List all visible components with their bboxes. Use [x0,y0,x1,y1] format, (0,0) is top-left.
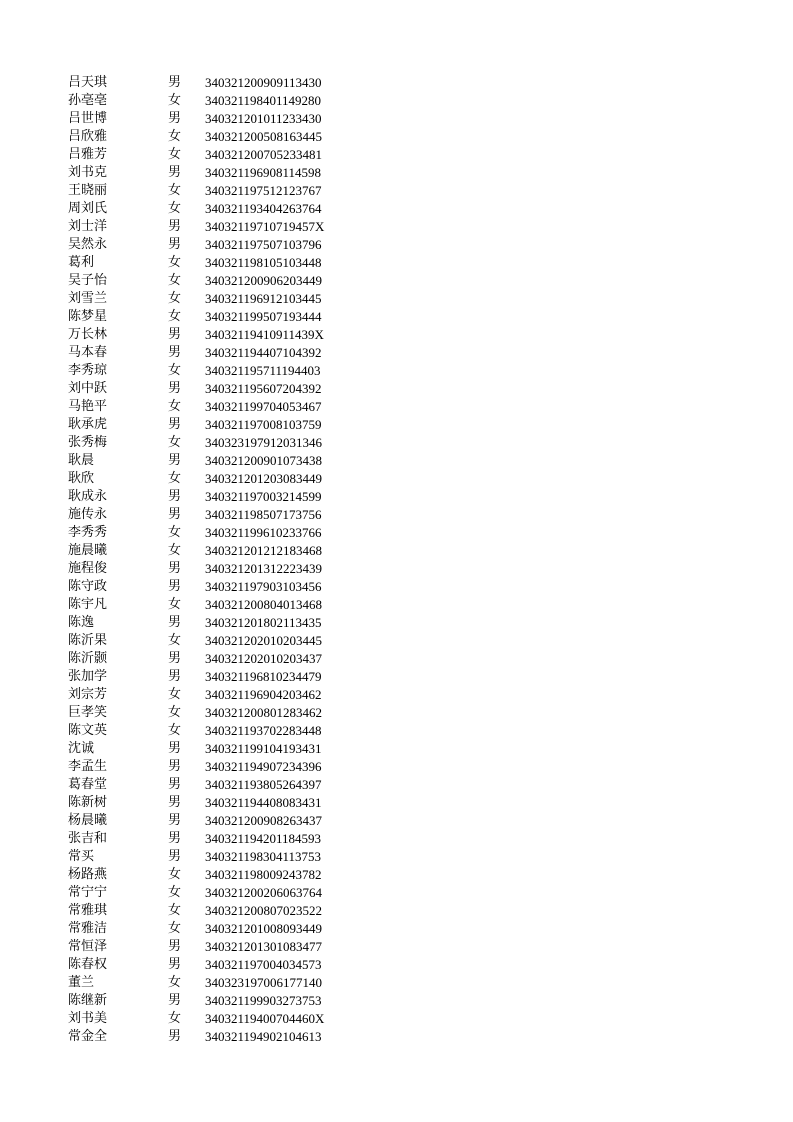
id-number-cell: 340321200801283462 [205,705,322,720]
table-row [0,632,793,650]
table-row [0,380,793,398]
table-row [0,398,793,416]
name-cell: 陈梦星 [68,309,108,324]
sex-cell: 男 [168,111,182,126]
name-cell: 陈继新 [68,993,108,1008]
table-row [0,920,793,938]
sex-cell: 女 [168,867,182,882]
id-number-cell: 340321200906203449 [205,273,322,288]
name-cell: 吕世博 [68,111,108,126]
sex-cell: 女 [168,273,182,288]
sex-cell: 男 [168,993,182,1008]
sex-cell: 男 [168,417,182,432]
table-row [0,578,793,596]
table-row [0,524,793,542]
sex-cell: 男 [168,759,182,774]
name-cell: 董兰 [68,975,95,990]
table-row [0,668,793,686]
id-number-cell: 340321199507193444 [205,309,322,324]
table-row [0,218,793,236]
name-cell: 沈诚 [68,741,95,756]
name-cell: 周刘氏 [68,201,108,216]
id-number-cell: 340321201203083449 [205,471,322,486]
table-row [0,74,793,92]
id-number-cell: 340321200807023522 [205,903,322,918]
sex-cell: 女 [168,363,182,378]
sex-cell: 男 [168,489,182,504]
sex-cell: 女 [168,147,182,162]
table-row [0,272,793,290]
id-number-cell: 340321199610233766 [205,525,322,540]
id-number-cell: 340321196908114598 [205,165,322,180]
table-row [0,128,793,146]
sex-cell: 女 [168,399,182,414]
sex-cell: 女 [168,183,182,198]
id-number-cell: 340321194907234396 [205,759,322,774]
table-row [0,794,793,812]
name-cell: 张秀梅 [68,435,108,450]
name-cell: 常宁宁 [68,885,108,900]
name-cell: 陈逸 [68,615,95,630]
name-cell: 马本春 [68,345,108,360]
name-cell: 葛春堂 [68,777,108,792]
id-number-cell: 340321200206063764 [205,885,322,900]
table-row [0,560,793,578]
sex-cell: 女 [168,687,182,702]
sex-cell: 男 [168,327,182,342]
sex-cell: 男 [168,1029,182,1044]
name-cell: 葛利 [68,255,95,270]
id-number-cell: 340321194408083431 [205,795,322,810]
sex-cell: 男 [168,813,182,828]
sex-cell: 女 [168,723,182,738]
id-number-cell: 340321198304113753 [205,849,322,864]
table-row [0,812,793,830]
name-cell: 马艳平 [68,399,108,414]
id-number-cell: 340321197004034573 [205,957,322,972]
table-row [0,650,793,668]
name-cell: 吴子怡 [68,273,108,288]
name-cell: 耿成永 [68,489,108,504]
sex-cell: 男 [168,165,182,180]
id-number-cell: 340321197507103796 [205,237,322,252]
id-number-cell: 340321200909113430 [205,75,322,90]
id-number-cell: 340321201301083477 [205,939,322,954]
name-cell: 杨路燕 [68,867,108,882]
sex-cell: 女 [168,633,182,648]
name-cell: 李秀秀 [68,525,108,540]
name-cell: 常金全 [68,1029,108,1044]
table-row [0,344,793,362]
id-number-cell: 340321200508163445 [205,129,322,144]
table-row [0,866,793,884]
name-cell: 刘中跃 [68,381,108,396]
table-row [0,740,793,758]
sex-cell: 女 [168,543,182,558]
sex-cell: 男 [168,795,182,810]
sex-cell: 女 [168,975,182,990]
id-number-cell: 34032119410911439X [205,327,324,342]
name-cell: 李秀琼 [68,363,108,378]
table-row [0,974,793,992]
sex-cell: 男 [168,939,182,954]
sex-cell: 男 [168,345,182,360]
sex-cell: 女 [168,903,182,918]
name-cell: 耿承虎 [68,417,108,432]
id-number-cell: 340321194407104392 [205,345,322,360]
id-number-cell: 340321200804013468 [205,597,322,612]
table-row [0,902,793,920]
name-cell: 陈守政 [68,579,108,594]
name-cell: 陈宇凡 [68,597,108,612]
name-cell: 刘书美 [68,1011,108,1026]
sex-cell: 男 [168,561,182,576]
table-row [0,1010,793,1028]
sex-cell: 女 [168,129,182,144]
table-row [0,884,793,902]
table-row [0,542,793,560]
name-cell: 吴然永 [68,237,108,252]
sex-cell: 男 [168,651,182,666]
sex-cell: 男 [168,615,182,630]
name-cell: 孙亳亳 [68,93,108,108]
name-cell: 李孟生 [68,759,108,774]
id-number-cell: 340321201008093449 [205,921,322,936]
name-cell: 常买 [68,849,95,864]
table-row [0,452,793,470]
sex-cell: 女 [168,525,182,540]
sex-cell: 女 [168,93,182,108]
id-number-cell: 340321193805264397 [205,777,322,792]
sex-cell: 女 [168,1011,182,1026]
id-number-cell: 340321198105103448 [205,255,322,270]
id-number-cell: 340321201802113435 [205,615,322,630]
name-cell: 常雅洁 [68,921,108,936]
name-cell: 万长林 [68,327,108,342]
id-number-cell: 340321198507173756 [205,507,322,522]
sex-cell: 女 [168,291,182,306]
id-number-cell: 340321199704053467 [205,399,322,414]
table-row [0,110,793,128]
name-cell: 吕天琪 [68,75,108,90]
sex-cell: 男 [168,741,182,756]
table-row [0,182,793,200]
sex-cell: 男 [168,453,182,468]
name-cell: 陈文英 [68,723,108,738]
sex-cell: 女 [168,885,182,900]
name-cell: 刘书克 [68,165,108,180]
sex-cell: 女 [168,435,182,450]
table-row [0,938,793,956]
id-number-cell: 340321197003214599 [205,489,322,504]
table-row [0,848,793,866]
table-row [0,308,793,326]
name-cell: 张加学 [68,669,108,684]
table-row [0,758,793,776]
table-row [0,416,793,434]
table-row [0,596,793,614]
id-number-cell: 340321202010203445 [205,633,322,648]
table-row [0,92,793,110]
id-number-cell: 340321195607204392 [205,381,322,396]
sex-cell: 女 [168,201,182,216]
table-row [0,830,793,848]
sex-cell: 男 [168,669,182,684]
id-number-cell: 340321197903103456 [205,579,322,594]
id-number-cell: 340321200705233481 [205,147,322,162]
name-cell: 陈春权 [68,957,108,972]
name-cell: 施传永 [68,507,108,522]
name-cell: 刘宗芳 [68,687,108,702]
sex-cell: 男 [168,957,182,972]
table-row [0,254,793,272]
sex-cell: 男 [168,381,182,396]
name-cell: 吕雅芳 [68,147,108,162]
id-number-cell: 340321198009243782 [205,867,322,882]
id-number-cell: 340321198401149280 [205,93,322,108]
name-cell: 刘士洋 [68,219,108,234]
id-number-cell: 340321193702283448 [205,723,322,738]
table-row [0,200,793,218]
sex-cell: 女 [168,255,182,270]
table-row [0,290,793,308]
name-cell: 常恒泽 [68,939,108,954]
id-number-cell: 340321199903273753 [205,993,322,1008]
table-row [0,992,793,1010]
name-cell: 杨晨曦 [68,813,108,828]
id-number-cell: 340321197008103759 [205,417,322,432]
table-row [0,470,793,488]
table-row [0,956,793,974]
sex-cell: 男 [168,219,182,234]
sex-cell: 女 [168,921,182,936]
id-number-cell: 340321194902104613 [205,1029,322,1044]
table-row [0,686,793,704]
id-number-cell: 340323197006177140 [205,975,322,990]
sex-cell: 男 [168,579,182,594]
table-row [0,326,793,344]
name-cell: 陈沂果 [68,633,108,648]
name-cell: 张吉和 [68,831,108,846]
name-cell: 耿晨 [68,453,95,468]
id-number-cell: 340321196912103445 [205,291,322,306]
id-number-cell: 340321202010203437 [205,651,322,666]
id-number-cell: 340321201212183468 [205,543,322,558]
table-row [0,704,793,722]
name-cell: 陈沂颢 [68,651,108,666]
id-number-cell: 340321195711194403 [205,363,321,378]
id-number-cell: 340323197912031346 [205,435,322,450]
id-number-cell: 340321201312223439 [205,561,322,576]
id-number-cell: 340321197512123767 [205,183,322,198]
sex-cell: 女 [168,309,182,324]
spreadsheet-page [0,74,793,1046]
table-row [0,488,793,506]
table-row [0,722,793,740]
name-cell: 常雅琪 [68,903,108,918]
id-number-cell: 340321193404263764 [205,201,322,216]
sex-cell: 男 [168,237,182,252]
table-row [0,164,793,182]
name-cell: 耿欣 [68,471,95,486]
id-number-cell: 34032119400704460X [205,1011,325,1026]
name-cell: 王晓丽 [68,183,108,198]
id-number-cell: 340321201011233430 [205,111,322,126]
sex-cell: 女 [168,597,182,612]
name-cell: 陈新树 [68,795,108,810]
sex-cell: 男 [168,507,182,522]
name-cell: 刘雪兰 [68,291,108,306]
id-number-cell: 340321194201184593 [205,831,322,846]
id-number-cell: 340321199104193431 [205,741,322,756]
id-number-cell: 340321196810234479 [205,669,322,684]
table-row [0,776,793,794]
table-row [0,506,793,524]
table-row [0,236,793,254]
table-row [0,146,793,164]
sex-cell: 男 [168,849,182,864]
id-number-cell: 340321200908263437 [205,813,322,828]
sex-cell: 男 [168,75,182,90]
table-row [0,362,793,380]
sex-cell: 女 [168,471,182,486]
name-cell: 巨孝笑 [68,705,108,720]
table-row [0,1028,793,1046]
name-cell: 施程俊 [68,561,108,576]
table-row [0,434,793,452]
name-cell: 施晨曦 [68,543,108,558]
id-number-cell: 340321196904203462 [205,687,322,702]
sex-cell: 女 [168,705,182,720]
sex-cell: 男 [168,777,182,792]
name-cell: 吕欣雅 [68,129,108,144]
id-number-cell: 34032119710719457X [205,219,325,234]
sex-cell: 男 [168,831,182,846]
id-number-cell: 340321200901073438 [205,453,322,468]
table-row [0,614,793,632]
